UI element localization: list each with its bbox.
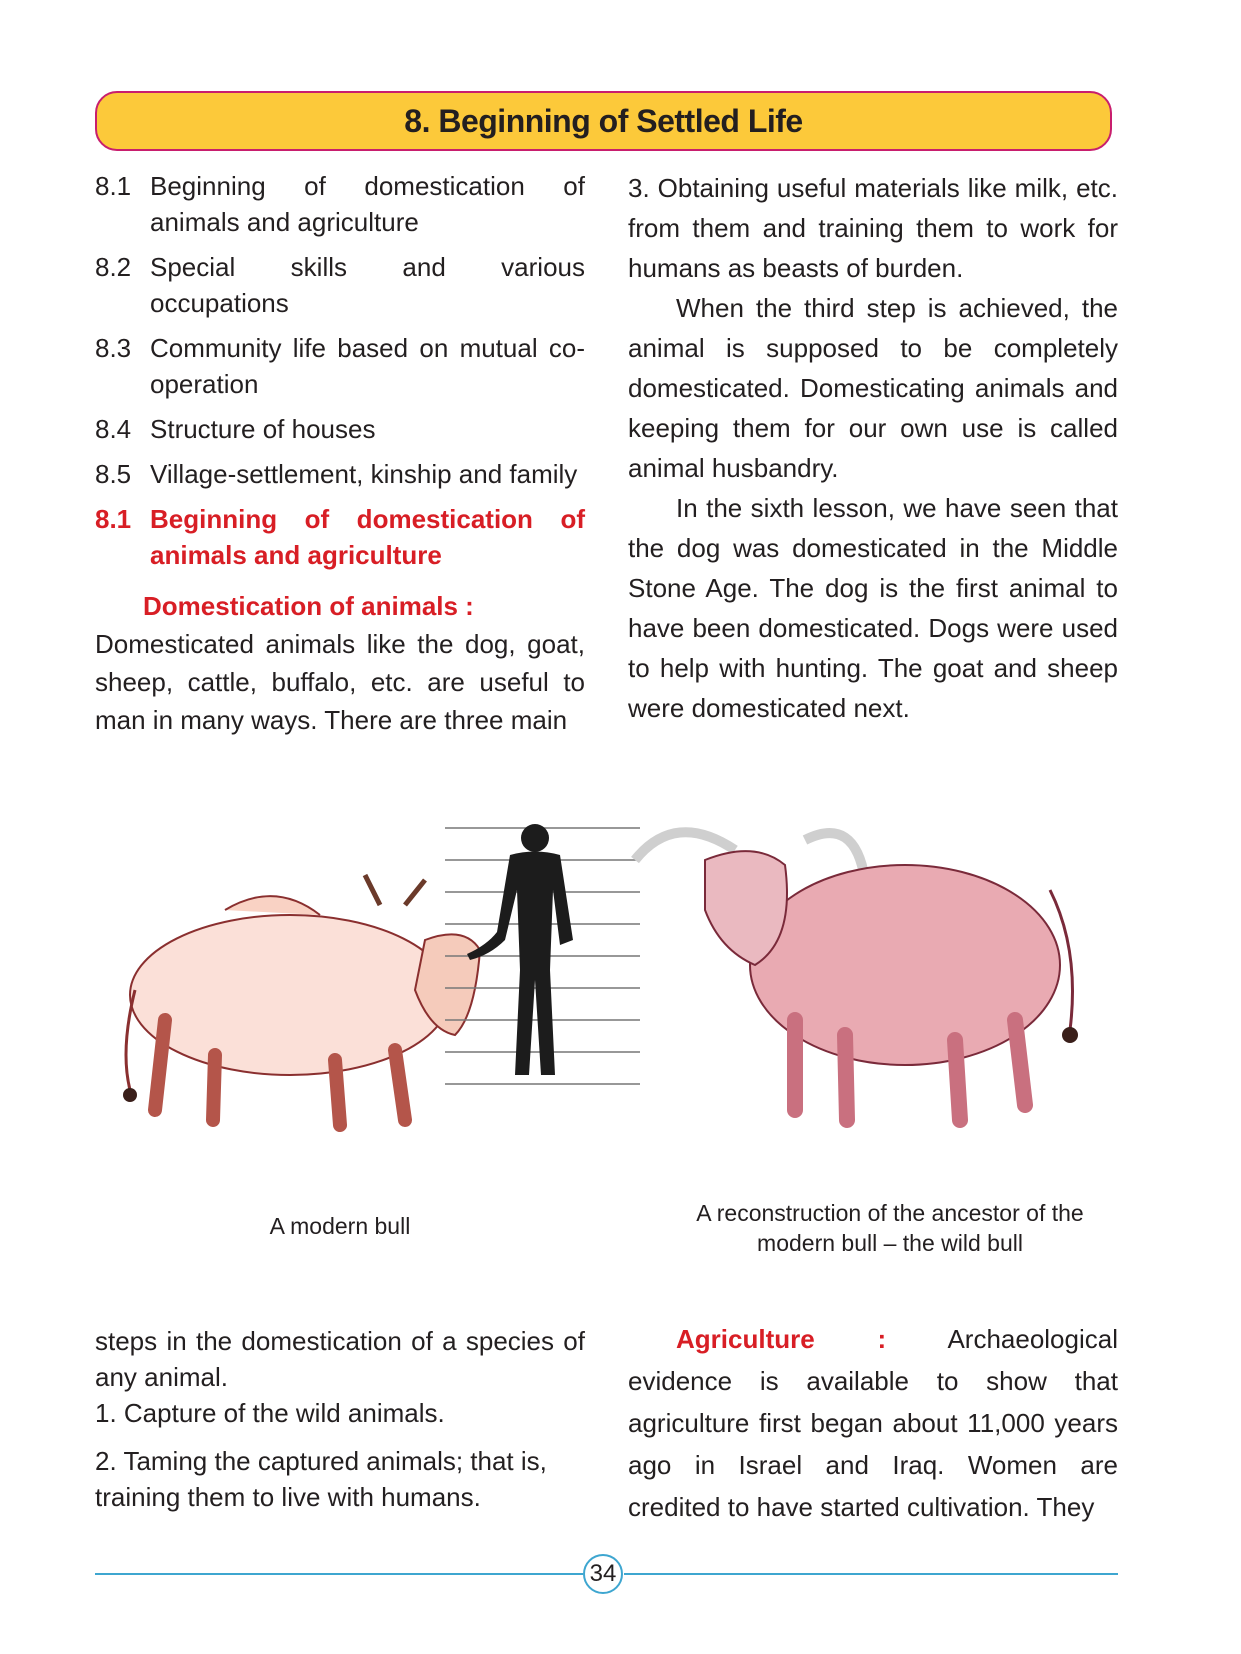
- toc-text: Special skills and various occupations: [150, 252, 585, 318]
- toc-text: Beginning of domestication of animals and agriculture: [150, 171, 585, 237]
- footer-rule-right: [624, 1573, 1118, 1575]
- wild-bull-figure: [635, 832, 1078, 1120]
- toc-number: 8.4: [95, 414, 132, 444]
- toc-text: Structure of houses: [150, 414, 376, 444]
- toc-item: [95, 168, 585, 240]
- modern-bull-figure: [123, 875, 480, 1125]
- paragraph: Domesticated animals like the dog, goat, sheep, cattle, buffalo, etc. are useful to man in many ways. There are three main: [95, 629, 585, 735]
- section-title: Beginning of domestication of animals and agriculture: [150, 504, 585, 570]
- chapter-title: 8. Beginning of Settled Life: [404, 102, 803, 139]
- paragraph: When the third step is achieved, the animal is supposed to be completely domesticated. Domesticating animals and keeping them for our own use is called animal husbandry.: [628, 293, 1118, 483]
- list-item: 2. Taming the captured animals; that is, training them to live with humans.: [95, 1446, 547, 1512]
- paragraph: steps in the domestication of a species of any animal.: [95, 1326, 585, 1392]
- bull-comparison-illustration: [95, 820, 1125, 1180]
- toc-item: [95, 456, 585, 492]
- right-column-top: [628, 168, 1118, 728]
- page-number: 34: [583, 1554, 623, 1594]
- left-column-top: [95, 168, 585, 739]
- left-column-bottom: [95, 1323, 585, 1527]
- toc-number: 8.1: [95, 171, 132, 201]
- subheading-domestication: Domestication of animals :: [143, 591, 474, 621]
- toc-text: Community life based on mutual co-operation: [150, 333, 585, 399]
- caption-wild-bull: A reconstruction of the ancestor of the modern bull – the wild bull: [696, 1200, 1084, 1256]
- paragraph: 3. Obtaining useful materials like milk, etc. from them and training them to work for humans as beasts of burden.: [628, 173, 1118, 283]
- agriculture-text: Archaeological evidence is available to show that agriculture first began about 11,000 years ago in Israel and Iraq. Women are credited to have started cultivation. They: [628, 1324, 1118, 1522]
- toc-number: 8.3: [95, 333, 132, 363]
- paragraph-agriculture: [628, 1318, 1118, 1528]
- human-silhouette: [467, 824, 573, 1075]
- section-number: 8.1: [95, 504, 132, 534]
- toc-number: 8.5: [95, 459, 132, 489]
- toc-item: [95, 330, 585, 402]
- toc-item: [95, 249, 585, 321]
- toc-number: 8.2: [95, 252, 132, 282]
- chapter-title-banner: [95, 91, 1112, 151]
- caption-modern-bull: A modern bull: [269, 1213, 411, 1239]
- toc-item: [95, 411, 585, 447]
- section-heading: [95, 501, 585, 573]
- agriculture-label: Agriculture :: [676, 1324, 887, 1354]
- toc-text: Village-settlement, kinship and family: [150, 459, 578, 489]
- list-item: 1. Capture of the wild animals.: [95, 1398, 445, 1428]
- footer-rule-left: [95, 1573, 583, 1575]
- paragraph: In the sixth lesson, we have seen that the dog was domesticated in the Middle Stone Age. The dog is the first animal to have been domesticated. Dogs were used to help with hunting. The goat and sheep were domesticated next.: [628, 493, 1118, 723]
- right-column-bottom: [628, 1318, 1118, 1528]
